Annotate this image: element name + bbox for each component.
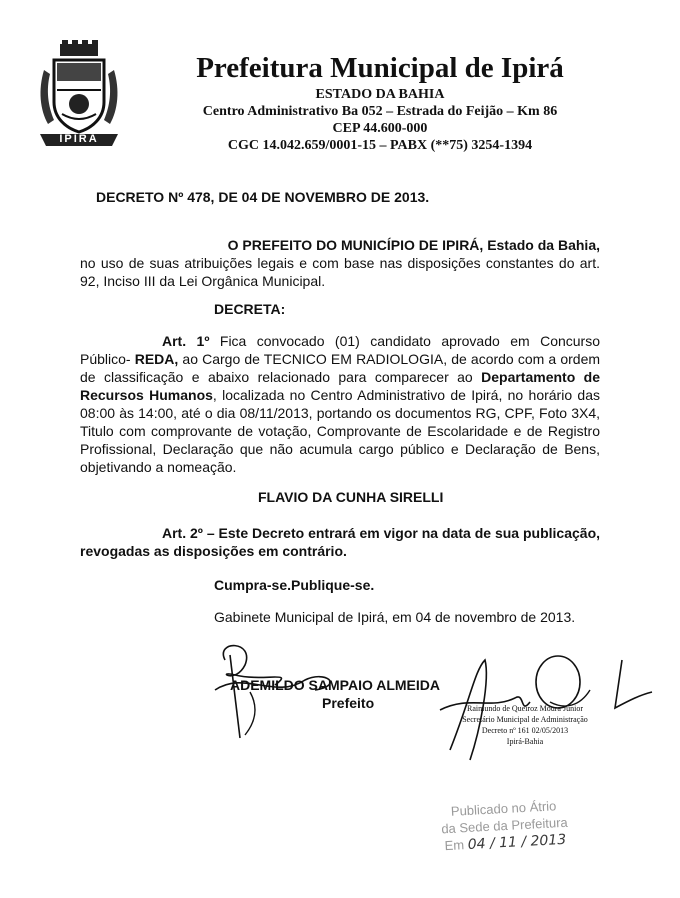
stamp-em: Em <box>444 836 469 854</box>
stamp-date: 04 / 11 / 2013 <box>467 831 567 853</box>
mayor-name: ADEMILDO SAMPAIO ALMEIDA <box>230 677 440 693</box>
secretary-name: Raimundo de Queiroz Moura Junior <box>467 704 583 713</box>
article-1-text-3: , localizada no Centro Administrativo de Ipirá, no horário das 08:00 às 14:00, até o dia 08/11/2013, portando os documentos RG, CPF, Foto 3X4, Titulo com comprovante de votação, Comprovante de Escolaridade e de Registro Profissional, Declaração que não acumula cargo público e Declaração de Bens, objetivando a nomeação. <box>80 387 600 475</box>
crest-label: IPIRÁ <box>59 133 99 145</box>
article-1-label: Art. 1º <box>162 333 210 349</box>
letterhead-title: Prefeitura Municipal de Ipirá <box>196 52 564 84</box>
municipal-crest <box>38 40 120 154</box>
intro-paragraph <box>80 236 600 290</box>
letterhead-cgc: CGC 14.042.659/0001-15 – PABX (**75) 3254-1394 <box>227 138 533 153</box>
letterhead-cep: CEP 44.600-000 <box>332 121 428 136</box>
article-1-department: Departamento de Recursos Humanos <box>80 369 600 403</box>
article-2-text: – Este Decreto entrará em vigor na data de sua publicação, revogadas as disposições em contrário. <box>80 525 601 559</box>
letterhead-state: ESTADO DA BAHIA <box>315 87 445 102</box>
letterhead-address: Centro Administrativo Ba 052 – Estrada do Feijão – Km 86 <box>202 104 558 119</box>
stamp-line-2: da Sede da Prefeitura <box>440 814 569 837</box>
decree-heading: DECRETO Nº 478, DE 04 DE NOVEMBRO DE 2013. <box>96 189 430 205</box>
candidate-name: FLAVIO DA CUNHA SIRELLI <box>258 489 444 505</box>
article-1 <box>80 332 600 476</box>
publication-stamp <box>418 796 591 875</box>
intro-rest: no uso de suas atribuições legais e com base nas disposições constantes do art. 92, Inciso III da Lei Orgânica Municipal. <box>80 255 600 289</box>
article-2 <box>80 524 600 560</box>
secretary-role: Secretário Municipal de Administração <box>462 715 588 724</box>
intro-bold: O PREFEITO DO MUNICÍPIO DE IPIRÁ, Estado da Bahia, <box>227 237 600 253</box>
secretary-place: Ipirá-Bahia <box>506 737 544 746</box>
cumpra-se: Cumpra-se.Publique-se. <box>214 577 375 593</box>
article-1-reda: REDA, <box>134 351 179 367</box>
gabinete-line: Gabinete Municipal de Ipirá, em 04 de novembro de 2013. <box>214 609 576 625</box>
stamp-line-1: Publicado no Átrio <box>450 798 557 819</box>
article-2-label: Art. 2º <box>162 525 203 541</box>
article-1-text-2: ao Cargo de TECNICO EM RADIOLOGIA, de acordo com a ordem de classificação e abaixo relacionado para comparecer ao <box>80 351 601 385</box>
article-1-text-1: Fica convocado (01) candidato aprovado em Concurso Público- <box>80 333 601 367</box>
decreta-label: DECRETA: <box>214 301 286 317</box>
secretary-decree: Decreto nº 161 02/05/2013 <box>481 726 569 735</box>
mayor-title: Prefeito <box>322 695 375 711</box>
secretary-seal <box>450 703 600 747</box>
